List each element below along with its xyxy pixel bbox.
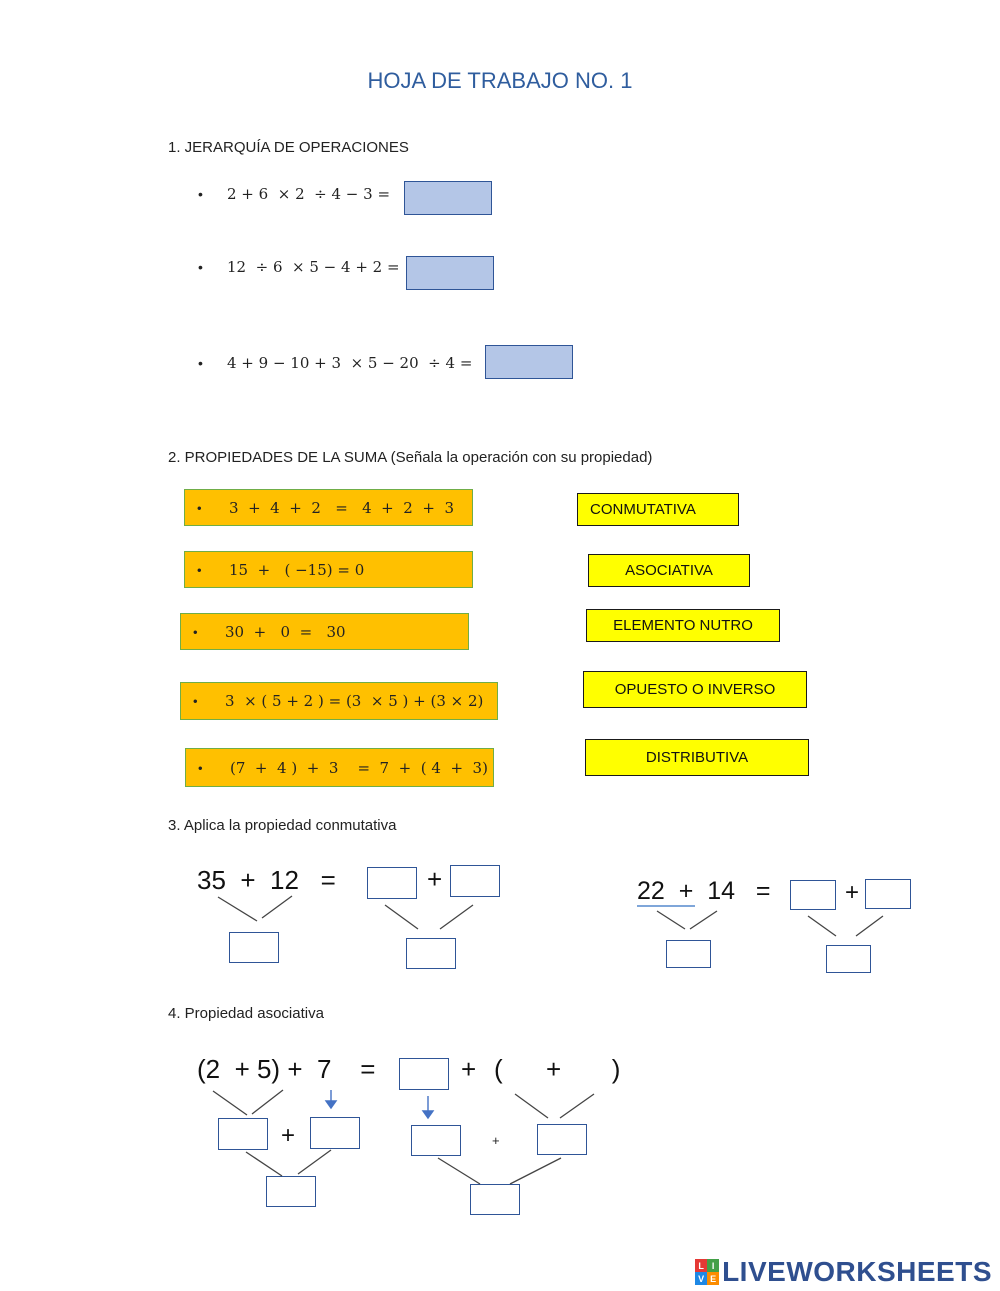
plus-sign: + — [492, 1133, 500, 1148]
parenthesis-group: ( + ) — [494, 1054, 621, 1084]
section-2-heading: 2. PROPIEDADES DE LA SUMA (Señala la operación con su propiedad) — [168, 449, 653, 466]
connector-line — [560, 1094, 594, 1118]
connector-line — [213, 1091, 247, 1115]
bullet: • — [193, 624, 198, 639]
connector-line — [218, 897, 257, 921]
connector-line — [252, 1090, 283, 1114]
sum-expression-4: 3 × ( 5 + 2 ) = (3 × 5 ) + (3 × 2) — [225, 692, 484, 710]
arrow-down-icon — [423, 1111, 433, 1118]
section-3-heading: 3. Aplica la propiedad conmutativa — [168, 817, 397, 834]
plus-sign: + — [461, 1054, 477, 1084]
logo-letter: L — [695, 1259, 707, 1272]
sum-expression-5: (7 + 4 ) + 3 = 7 + ( 4 + 3) — [230, 758, 488, 777]
connector-line — [298, 1150, 331, 1174]
connector-line — [856, 916, 883, 936]
connector-line — [385, 905, 418, 929]
plus-sign: + — [427, 864, 443, 894]
logo-letter: V — [695, 1272, 707, 1285]
hierarchy-expression-1: 2 + 6 × 2 ÷ 4 − 3 = — [227, 185, 391, 203]
page-title: HOJA DE TRABAJO NO. 1 — [367, 68, 633, 93]
connector-line — [515, 1094, 548, 1118]
connector-line — [690, 911, 717, 929]
hierarchy-expression-2: 12 ÷ 6 × 5 − 4 + 2 = — [227, 258, 400, 276]
bullet: • — [198, 760, 203, 775]
logo-letter: I — [707, 1259, 719, 1272]
plus-sign: + — [281, 1122, 296, 1149]
sum-expression-2: 15 + ( −15) = 0 — [229, 560, 365, 579]
sum-expression-1: 3 + 4 + 2 = 4 + 2 + 3 — [229, 498, 454, 517]
connector-line — [510, 1158, 561, 1184]
sum-expression-3: 30 + 0 = 30 — [225, 622, 346, 641]
section-4-heading: 4. Propiedad asociativa — [168, 1005, 324, 1022]
connector-line — [262, 896, 292, 918]
plus-sign: + — [845, 879, 860, 906]
property-conmutativa[interactable]: CONMUTATIVA — [577, 493, 739, 526]
logo-letter: E — [707, 1272, 719, 1285]
hierarchy-expression-3: 4 + 9 − 10 + 3 × 5 − 20 ÷ 4 = — [227, 354, 473, 372]
logo-mark-icon — [695, 1259, 719, 1285]
bullet: • — [193, 693, 198, 709]
connector-line — [438, 1158, 480, 1184]
connector-line — [657, 911, 685, 929]
property-opuesto-inverso[interactable]: OPUESTO O INVERSO — [583, 671, 807, 708]
property-asociativa[interactable]: ASOCIATIVA — [588, 554, 750, 587]
commutative-expression-left: 35 + 12 = — [197, 865, 336, 895]
liveworksheets-logo — [695, 1256, 992, 1288]
arrow-down-icon — [326, 1101, 336, 1108]
connector-line — [246, 1152, 282, 1176]
bullet: • — [198, 259, 203, 275]
section-1-heading: 1. JERARQUÍA DE OPERACIONES — [168, 139, 409, 156]
bullet: • — [198, 186, 203, 202]
connector-line — [808, 916, 836, 936]
commutative-expression-right: 22 + 14 = — [637, 877, 771, 905]
associative-expression-left: (2 + 5) + 7 = — [197, 1054, 376, 1084]
bullet: • — [197, 562, 202, 577]
bullet: • — [198, 355, 203, 371]
bullet: • — [197, 500, 202, 515]
logo-text: LIVEWORKSHEETS — [722, 1256, 992, 1287]
property-distributiva[interactable]: DISTRIBUTIVA — [585, 739, 809, 776]
property-elemento-nutro[interactable]: ELEMENTO NUTRO — [586, 609, 780, 642]
connector-line — [440, 905, 473, 929]
